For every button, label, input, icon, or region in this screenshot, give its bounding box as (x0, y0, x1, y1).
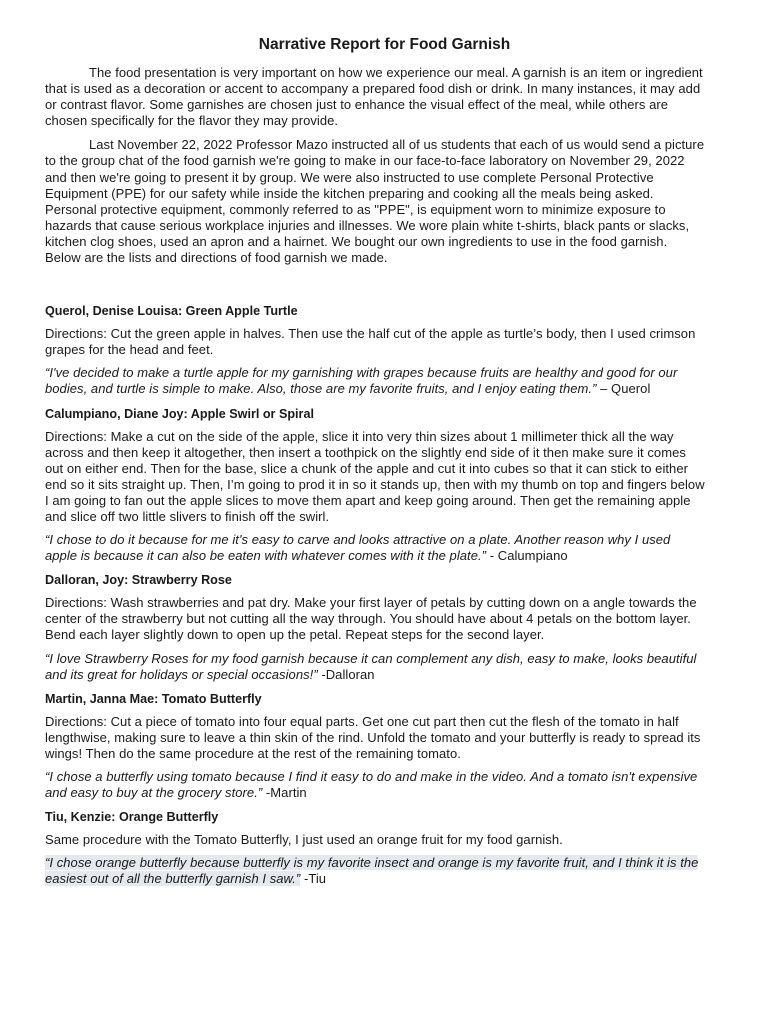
garnish-entry-querol (45, 303, 706, 397)
highlighted-quote-text[interactable]: “I chose orange butterfly because butterfly is my favorite insect and orange is my favorite fruit, and I think it is the easiest out of all the butterfly garnish I saw.” (45, 855, 699, 887)
quote-author: - Calumpiano (486, 548, 568, 564)
quote-text: “I chose a butterfly using tomato because I find it easy to do and make in the video. And a tomato isn't expensive and easy to buy at the grocery store.” (45, 769, 698, 801)
entry-quote (45, 365, 706, 397)
entry-quote (45, 651, 706, 683)
entry-heading: Tiu, Kenzie: Orange Butterfly (45, 810, 219, 825)
quote-text: “I chose to do it because for me it's easy to carve and looks attractive on a plate. Another reason why I used apple is because it can also be eaten with whatever comes with it the plate.” (45, 532, 671, 564)
entry-heading: Dalloran, Joy: Strawberry Rose (45, 573, 232, 588)
quote-text: “I love Strawberry Roses for my food garnish because it can complement any dish, easy to make, looks beautiful and its great for holidays or special occasions!” (45, 650, 697, 682)
garnish-entry-calumpiano (45, 406, 706, 565)
document-title: Narrative Report for Food Garnish (258, 36, 511, 53)
quote-author: -Martin (262, 785, 307, 801)
entry-quote (45, 769, 706, 801)
entry-directions: Directions: Cut a piece of tomato into four equal parts. Get one cut part then cut the flesh of the tomato in half lengthwise, making sure to leave a thin skin of the rind. Unfold the tomato and your butterfly is ready to spread its wings! Then do the same procedure at the rest of the remaining tomato. (45, 713, 701, 761)
garnish-entry-tiu (45, 809, 706, 887)
quote-text: “I've decided to make a turtle apple for my garnishing with grapes because fruits are healthy and good for our bodies, and turtle is simple to make. Also, those are my favorite fruits, and I enjoy eating them.” (45, 365, 678, 397)
quote-author: -Tiu (300, 871, 327, 887)
quote-author: – Querol (596, 381, 651, 397)
entry-directions: Same procedure with the Tomato Butterfly, I just used an orange fruit for my food garnish. (45, 832, 563, 848)
section-gap (45, 274, 706, 303)
entry-quote (45, 532, 706, 564)
quote-author: -Dalloran (317, 666, 375, 682)
entry-directions: Directions: Wash strawberries and pat dry. Make your first layer of petals by cutting down on a angle towards the center of the strawberry but not cutting all the way through. You should have about 4 petals on the bottom layer. Bend each layer slightly down to open up the petal. Repeat steps for the second layer. (45, 595, 697, 643)
entry-heading: Querol, Denise Louisa: Green Apple Turtle (45, 304, 298, 319)
intro-paragraph-1: The food presentation is very important on how we experience our meal. A garnish is an item or ingredient that is used as a decoration or accent to accompany a prepared food dish or drink. In many instances, it may add or contrast flavor. Some garnishes are chosen just to enhance the visual effect of the meal, while others are chosen specifically for the flavor they may provide. (45, 65, 703, 129)
intro-paragraph-2: Last November 22, 2022 Professor Mazo instructed all of us students that each of us would send a picture to the group chat of the food garnish we're going to make in our face-to-face laboratory on November 29, 2022 and then we're going to present it by group. We were also instructed to use complete Personal Protective Equipment (PPE) for our safety while inside the kitchen preparing and cooking all the meals being asked. Personal protective equipment, commonly referred to as "PPE", is equipment worn to minimize exposure to hazards that cause serious workplace injuries and illnesses. We wore plain white t-shirts, black pants or slacks, kitchen clog shoes, used an apron and a hairnet. We bought our own ingredients to use in the food garnish. Below are the lists and directions of food garnish we made. (45, 137, 705, 266)
entry-heading: Calumpiano, Diane Joy: Apple Swirl or Spiral (45, 406, 314, 421)
garnish-entry-dalloran (45, 572, 706, 682)
garnish-entry-martin (45, 691, 706, 801)
entry-directions: Directions: Cut the green apple in halves. Then use the half cut of the apple as turtle’s body, then I used crimson grapes for the head and feet. (45, 326, 696, 358)
entry-directions: Directions: Make a cut on the side of the apple, slice it into very thin sizes about 1 millimeter thick all the way across and then keep it altogether, then insert a toothpick on the slightly end side of it then make sure it comes out on either end. Then for the base, slice a chunk of the apple and cut it into cubes so that it can stick to either end so it sits straight up. Then, I’m going to prod it in so it stands up, then with my thumb on top and fingers below I am going to fan out the apple slices to move them apart and keep going around. Then get the remaining apple and slice off two little slivers to finish off the swirl. (45, 428, 705, 524)
entry-quote (45, 855, 706, 887)
entry-heading: Martin, Janna Mae: Tomato Butterfly (45, 691, 262, 706)
